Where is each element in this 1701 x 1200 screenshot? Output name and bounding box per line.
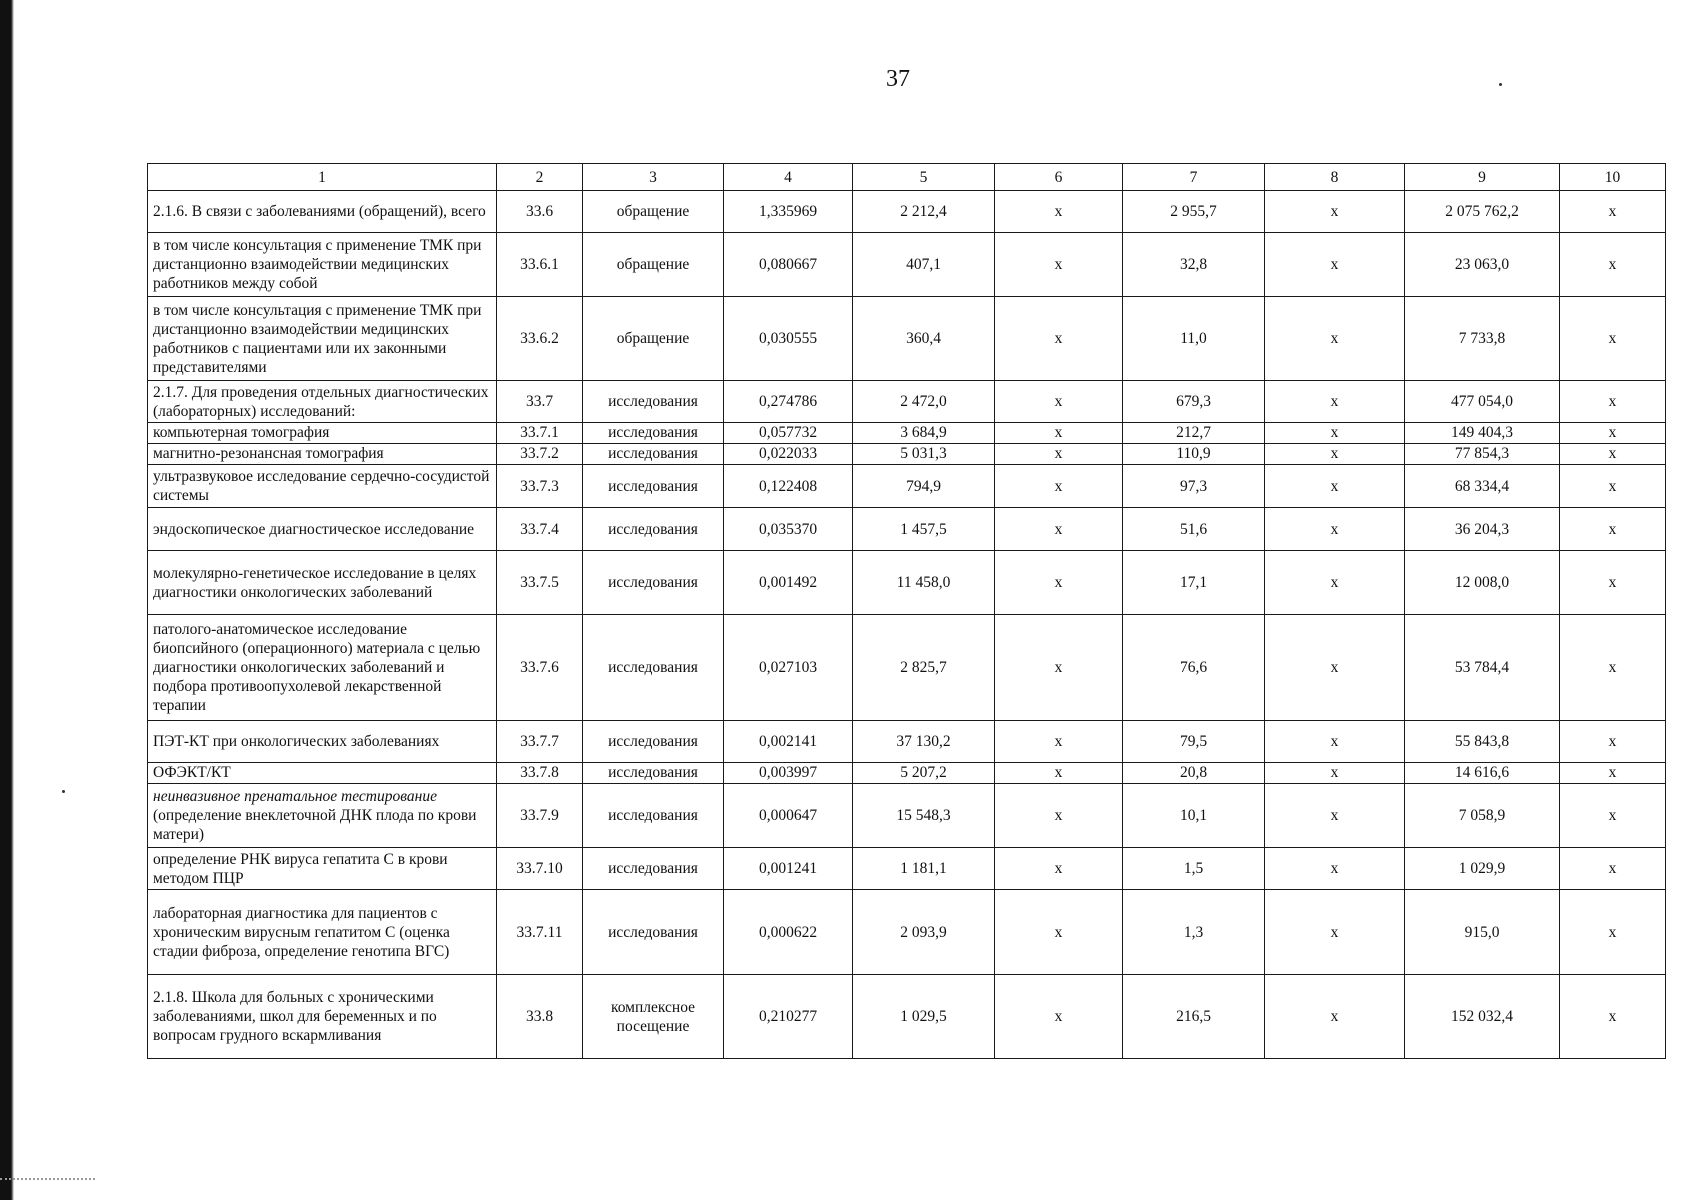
row-cost-norm: 2 212,4: [853, 191, 995, 233]
row-code: 33.7.9: [497, 784, 583, 848]
row-code: 33.7.3: [497, 465, 583, 508]
row-cost-norm: 5 031,3: [853, 444, 995, 465]
row-volume-norm: 0,001492: [724, 551, 853, 615]
row-col8: х: [1265, 423, 1405, 444]
row-cost-norm: 11 458,0: [853, 551, 995, 615]
row-per-capita: 51,6: [1123, 508, 1265, 551]
row-col10: х: [1560, 233, 1666, 297]
row-name-rest: (определение внеклеточной ДНК плода по крови матери): [153, 807, 477, 843]
scan-speck: [62, 790, 65, 793]
row-per-capita: 1,5: [1123, 848, 1265, 890]
row-total: 149 404,3: [1405, 423, 1560, 444]
row-name: [148, 784, 497, 848]
row-unit: исследования: [583, 763, 724, 784]
row-total: 14 616,6: [1405, 763, 1560, 784]
row-per-capita: 17,1: [1123, 551, 1265, 615]
row-col10: х: [1560, 975, 1666, 1059]
row-col8: х: [1265, 465, 1405, 508]
row-total: 152 032,4: [1405, 975, 1560, 1059]
row-per-capita: 11,0: [1123, 297, 1265, 381]
col-header-9: 9: [1405, 164, 1560, 191]
row-total: 477 054,0: [1405, 381, 1560, 423]
row-col10: х: [1560, 848, 1666, 890]
table-row: [148, 508, 1666, 551]
row-code: 33.8: [497, 975, 583, 1059]
row-unit: исследования: [583, 551, 724, 615]
row-volume-norm: 0,035370: [724, 508, 853, 551]
row-name: ультразвуковое исследование сердечно-сосудистой системы: [148, 465, 497, 508]
row-unit: исследования: [583, 423, 724, 444]
row-unit: исследования: [583, 615, 724, 721]
row-col10: х: [1560, 444, 1666, 465]
row-name: в том числе консультация с применение ТМК при дистанционно взаимодействии медицинских работников между собой: [148, 233, 497, 297]
row-cost-norm: 5 207,2: [853, 763, 995, 784]
row-code: 33.7.4: [497, 508, 583, 551]
row-volume-norm: 0,057732: [724, 423, 853, 444]
row-volume-norm: 0,210277: [724, 975, 853, 1059]
row-volume-norm: 0,027103: [724, 615, 853, 721]
row-col6: х: [995, 465, 1123, 508]
table-row: [148, 444, 1666, 465]
row-col8: х: [1265, 551, 1405, 615]
row-code: 33.7.7: [497, 721, 583, 763]
row-unit: исследования: [583, 784, 724, 848]
table-row: [148, 890, 1666, 975]
row-code: 33.7.5: [497, 551, 583, 615]
row-name-italic: неинвазивное пренатальное тестирование: [153, 788, 437, 805]
col-header-1: 1: [148, 164, 497, 191]
row-col6: х: [995, 890, 1123, 975]
row-cost-norm: 407,1: [853, 233, 995, 297]
row-col6: х: [995, 848, 1123, 890]
row-name: ПЭТ-КТ при онкологических заболеваниях: [148, 721, 497, 763]
row-code: 33.7.1: [497, 423, 583, 444]
col-header-10: 10: [1560, 164, 1666, 191]
row-col8: х: [1265, 721, 1405, 763]
row-total: 53 784,4: [1405, 615, 1560, 721]
row-per-capita: 20,8: [1123, 763, 1265, 784]
row-col6: х: [995, 423, 1123, 444]
row-cost-norm: 1 029,5: [853, 975, 995, 1059]
row-code: 33.7.11: [497, 890, 583, 975]
row-per-capita: 679,3: [1123, 381, 1265, 423]
table-row: [148, 465, 1666, 508]
row-name: определение РНК вируса гепатита С в крови методом ПЦР: [148, 848, 497, 890]
col-header-7: 7: [1123, 164, 1265, 191]
row-col6: х: [995, 191, 1123, 233]
row-per-capita: 216,5: [1123, 975, 1265, 1059]
row-unit: исследования: [583, 444, 724, 465]
row-volume-norm: 1,335969: [724, 191, 853, 233]
row-col10: х: [1560, 721, 1666, 763]
data-table: [147, 163, 1666, 1059]
row-volume-norm: 0,003997: [724, 763, 853, 784]
row-cost-norm: 15 548,3: [853, 784, 995, 848]
col-header-6: 6: [995, 164, 1123, 191]
row-per-capita: 110,9: [1123, 444, 1265, 465]
col-header-2: 2: [497, 164, 583, 191]
col-header-8: 8: [1265, 164, 1405, 191]
row-code: 33.7.8: [497, 763, 583, 784]
row-col10: х: [1560, 465, 1666, 508]
row-col10: х: [1560, 763, 1666, 784]
row-total: 7 733,8: [1405, 297, 1560, 381]
row-total: 915,0: [1405, 890, 1560, 975]
row-total: 12 008,0: [1405, 551, 1560, 615]
row-unit: исследования: [583, 381, 724, 423]
table-row: [148, 615, 1666, 721]
row-col8: х: [1265, 508, 1405, 551]
row-name: 2.1.8. Школа для больных с хроническими заболеваниями, школ для беременных и по вопросам грудного вскармливания: [148, 975, 497, 1059]
row-name: ОФЭКТ/КТ: [148, 763, 497, 784]
row-col6: х: [995, 233, 1123, 297]
table-row: [148, 763, 1666, 784]
row-code: 33.7: [497, 381, 583, 423]
row-unit: обращение: [583, 191, 724, 233]
row-cost-norm: 2 825,7: [853, 615, 995, 721]
row-unit: исследования: [583, 508, 724, 551]
table-row: [148, 721, 1666, 763]
row-name: эндоскопическое диагностическое исследование: [148, 508, 497, 551]
row-total: 68 334,4: [1405, 465, 1560, 508]
row-name: компьютерная томография: [148, 423, 497, 444]
scan-left-edge: [0, 0, 14, 1200]
row-unit: исследования: [583, 848, 724, 890]
row-volume-norm: 0,000647: [724, 784, 853, 848]
row-col10: х: [1560, 423, 1666, 444]
row-unit: обращение: [583, 297, 724, 381]
row-col10: х: [1560, 551, 1666, 615]
row-total: 2 075 762,2: [1405, 191, 1560, 233]
row-col6: х: [995, 381, 1123, 423]
row-unit: исследования: [583, 890, 724, 975]
row-col10: х: [1560, 615, 1666, 721]
row-per-capita: 10,1: [1123, 784, 1265, 848]
row-code: 33.7.6: [497, 615, 583, 721]
row-name: 2.1.7. Для проведения отдельных диагностических (лабораторных) исследований:: [148, 381, 497, 423]
page-number: 37: [886, 66, 910, 92]
row-col8: х: [1265, 615, 1405, 721]
row-volume-norm: 0,080667: [724, 233, 853, 297]
row-name: патолого-анатомическое исследование биопсийного (операционного) материала с целью диагностики онкологических заболеваний и подбора противоопухолевой лекарственной терапии: [148, 615, 497, 721]
table-row: [148, 233, 1666, 297]
table-row: [148, 191, 1666, 233]
row-total: 77 854,3: [1405, 444, 1560, 465]
row-col8: х: [1265, 444, 1405, 465]
row-unit: исследования: [583, 465, 724, 508]
row-col6: х: [995, 615, 1123, 721]
row-cost-norm: 2 093,9: [853, 890, 995, 975]
row-volume-norm: 0,122408: [724, 465, 853, 508]
row-col6: х: [995, 763, 1123, 784]
row-col8: х: [1265, 763, 1405, 784]
row-per-capita: 212,7: [1123, 423, 1265, 444]
row-col6: х: [995, 444, 1123, 465]
table-row: [148, 975, 1666, 1059]
row-total: 55 843,8: [1405, 721, 1560, 763]
row-volume-norm: 0,002141: [724, 721, 853, 763]
col-header-5: 5: [853, 164, 995, 191]
row-col8: х: [1265, 233, 1405, 297]
column-number-header-row: [148, 164, 1666, 191]
row-volume-norm: 0,001241: [724, 848, 853, 890]
row-cost-norm: 1 181,1: [853, 848, 995, 890]
scan-dotted-line: [0, 1178, 95, 1180]
row-col10: х: [1560, 508, 1666, 551]
row-col10: х: [1560, 381, 1666, 423]
row-per-capita: 1,3: [1123, 890, 1265, 975]
row-col10: х: [1560, 191, 1666, 233]
row-cost-norm: 37 130,2: [853, 721, 995, 763]
row-code: 33.6: [497, 191, 583, 233]
row-code: 33.6.1: [497, 233, 583, 297]
row-name: лабораторная диагностика для пациентов с хроническим вирусным гепатитом С (оценка стадии фиброза, определение генотипа ВГС): [148, 890, 497, 975]
row-code: 33.7.2: [497, 444, 583, 465]
table-row: [148, 297, 1666, 381]
scan-speck: [1499, 83, 1502, 86]
row-per-capita: 79,5: [1123, 721, 1265, 763]
row-volume-norm: 0,000622: [724, 890, 853, 975]
table-row: [148, 784, 1666, 848]
row-col6: х: [995, 784, 1123, 848]
row-volume-norm: 0,030555: [724, 297, 853, 381]
row-col6: х: [995, 975, 1123, 1059]
row-col8: х: [1265, 784, 1405, 848]
row-code: 33.6.2: [497, 297, 583, 381]
row-name: 2.1.6. В связи с заболеваниями (обращений), всего: [148, 191, 497, 233]
row-cost-norm: 2 472,0: [853, 381, 995, 423]
col-header-3: 3: [583, 164, 724, 191]
row-unit: комплексное посещение: [583, 975, 724, 1059]
row-total: 36 204,3: [1405, 508, 1560, 551]
row-cost-norm: 794,9: [853, 465, 995, 508]
row-cost-norm: 360,4: [853, 297, 995, 381]
row-per-capita: 97,3: [1123, 465, 1265, 508]
col-header-4: 4: [724, 164, 853, 191]
row-col8: х: [1265, 848, 1405, 890]
row-per-capita: 2 955,7: [1123, 191, 1265, 233]
row-col10: х: [1560, 890, 1666, 975]
row-total: 23 063,0: [1405, 233, 1560, 297]
table-row: [148, 551, 1666, 615]
row-col6: х: [995, 551, 1123, 615]
row-col8: х: [1265, 191, 1405, 233]
row-per-capita: 76,6: [1123, 615, 1265, 721]
row-col8: х: [1265, 297, 1405, 381]
table-row: [148, 848, 1666, 890]
row-name: в том числе консультация с применение ТМК при дистанционно взаимодействии медицинских работников с пациентами или их законными представителями: [148, 297, 497, 381]
table-row: [148, 381, 1666, 423]
row-per-capita: 32,8: [1123, 233, 1265, 297]
row-col6: х: [995, 297, 1123, 381]
row-total: 7 058,9: [1405, 784, 1560, 848]
row-col6: х: [995, 508, 1123, 551]
row-col10: х: [1560, 297, 1666, 381]
row-total: 1 029,9: [1405, 848, 1560, 890]
row-volume-norm: 0,274786: [724, 381, 853, 423]
row-col8: х: [1265, 890, 1405, 975]
row-name: молекулярно-генетическое исследование в целях диагностики онкологических заболеваний: [148, 551, 497, 615]
row-code: 33.7.10: [497, 848, 583, 890]
row-cost-norm: 1 457,5: [853, 508, 995, 551]
row-col6: х: [995, 721, 1123, 763]
table-row: [148, 423, 1666, 444]
row-col8: х: [1265, 381, 1405, 423]
row-name: магнитно-резонансная томография: [148, 444, 497, 465]
row-cost-norm: 3 684,9: [853, 423, 995, 444]
row-volume-norm: 0,022033: [724, 444, 853, 465]
row-unit: исследования: [583, 721, 724, 763]
row-unit: обращение: [583, 233, 724, 297]
row-col10: х: [1560, 784, 1666, 848]
row-col8: х: [1265, 975, 1405, 1059]
